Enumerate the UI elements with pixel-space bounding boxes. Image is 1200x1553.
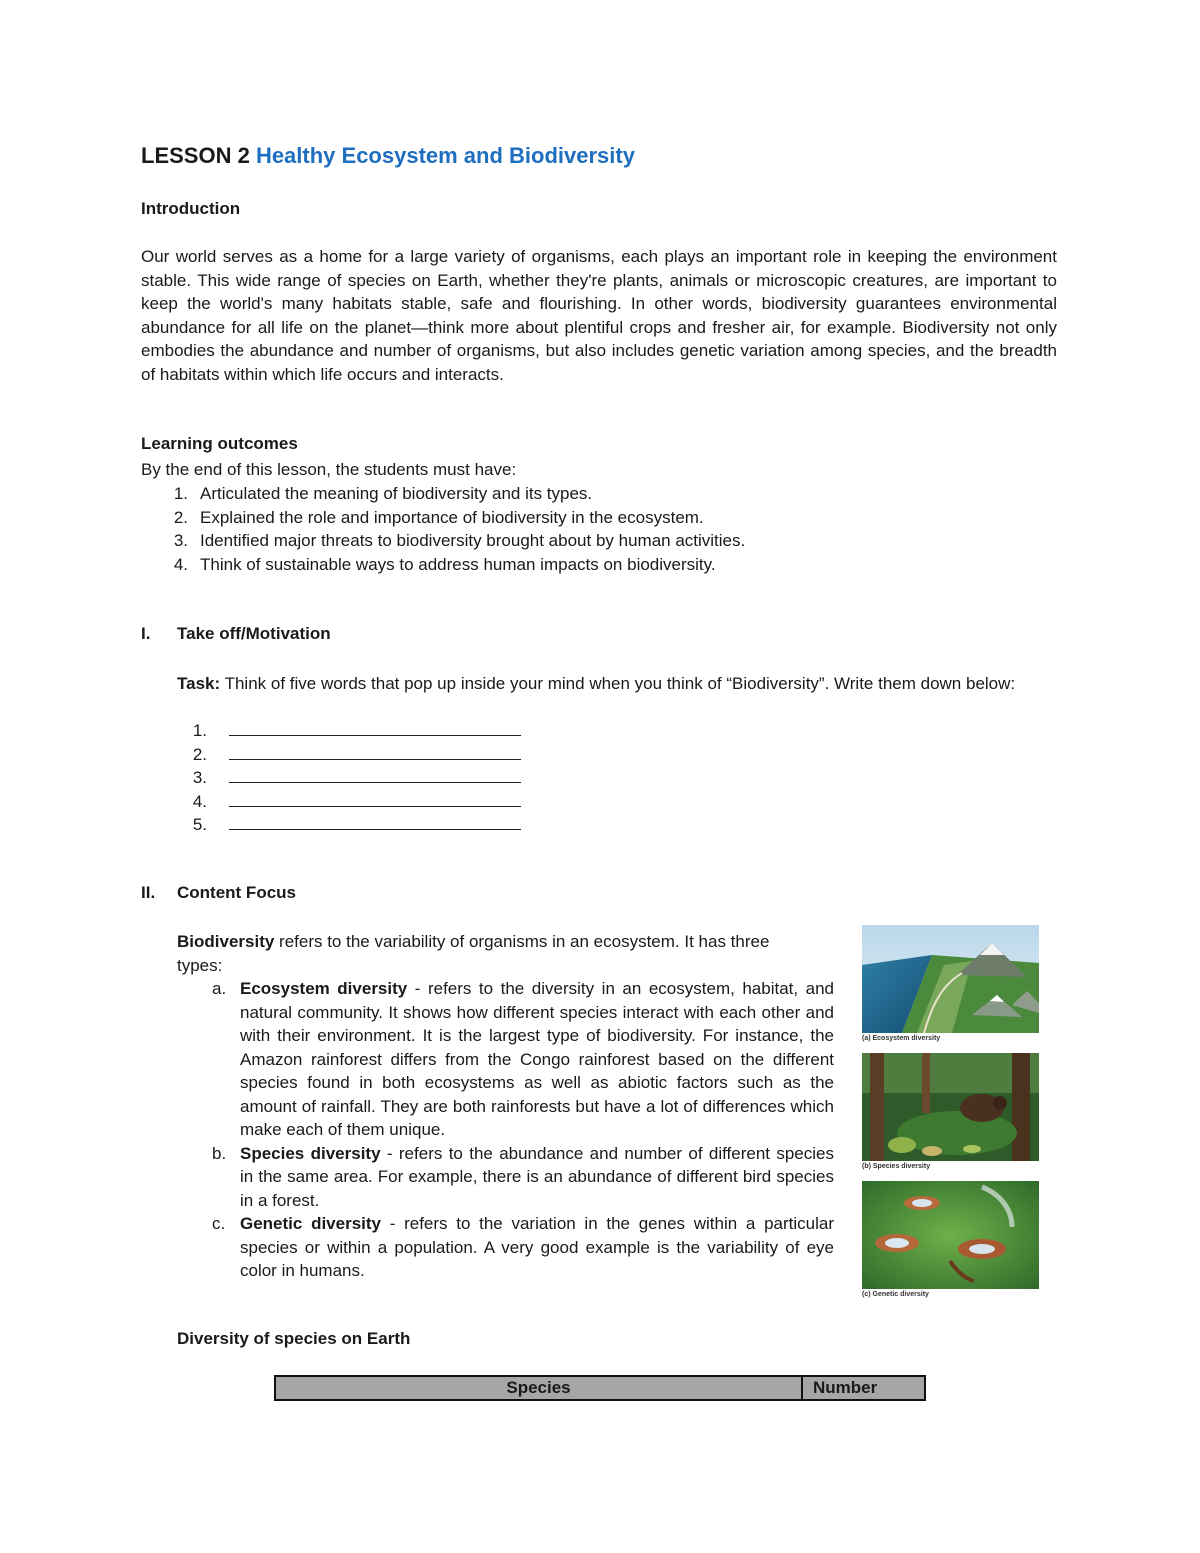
genetic-diversity-image — [862, 1181, 1039, 1289]
lesson-number: LESSON 2 — [141, 143, 250, 168]
introduction-paragraph: Our world serves as a home for a large variety of organisms, each plays an important role in keeping the environment stable. This wide range of species on Earth, whether they're plants, animals or microscopic creatures, are important to keep the world's many habitats stable, safe and flourishing. In other words, biodiversity guarantees environmental abundance for all life on the planet—think more about plentiful crops and fresher air, for example. Biodiversity not only embodies the abundance and number of organisms, but also includes genetic variation among species, and the breadth of habitats within which life occurs and interacts. — [141, 247, 1057, 384]
biodiversity-types-figure — [862, 925, 1040, 1309]
species-diversity-heading: Diversity of species on Earth — [177, 1329, 411, 1348]
table-header-species: Species — [275, 1376, 802, 1400]
answer-line[interactable] — [229, 792, 521, 807]
ecosystem-diversity-image — [862, 925, 1039, 1033]
lesson-title — [141, 143, 635, 169]
answer-blank-row: 3. — [177, 766, 521, 790]
biodiversity-types-list — [212, 977, 842, 1283]
learning-outcomes-heading: Learning outcomes — [141, 434, 298, 453]
figure-caption: (c) Genetic diversity — [862, 1291, 929, 1298]
list-item: c. Genetic diversity - refers to the variation in the genes within a particular species or within a population. A very good example is the variability of eye color in humans. — [212, 1214, 834, 1280]
introduction-heading: Introduction — [141, 199, 241, 218]
list-item: 1. Articulated the meaning of biodiversity and its types. — [173, 484, 593, 503]
species-table — [274, 1375, 926, 1401]
table-header-number: Number — [802, 1376, 925, 1400]
table-header-row — [275, 1376, 925, 1400]
answer-line[interactable] — [229, 721, 521, 736]
list-item: b. Species diversity - refers to the abundance and number of different species in the same area. For example, there is an abundance of different bird species in a forest. — [212, 1143, 834, 1210]
answer-blank-row: 2. — [177, 743, 521, 767]
answer-line[interactable] — [229, 768, 521, 783]
answer-line[interactable] — [229, 815, 521, 830]
list-item: 2. Explained the role and importance of biodiversity in the ecosystem. — [173, 507, 704, 527]
list-item: 4. Think of sustainable ways to address human impacts on biodiversity. — [173, 554, 716, 574]
answer-blank-row: 5. — [177, 813, 521, 837]
motivation-answer-blanks — [177, 719, 521, 837]
learning-outcomes-list — [158, 482, 745, 576]
figure-caption: (a) Ecosystem diversity — [862, 1035, 941, 1042]
learning-outcomes-lead: By the end of this lesson, the students must have: — [141, 460, 517, 479]
answer-line[interactable] — [229, 745, 521, 760]
lesson-title-text: Healthy Ecosystem and Biodiversity — [255, 143, 635, 168]
section-1-heading: I. Take off/Motivation — [141, 624, 331, 643]
figure-caption: (b) Species diversity — [862, 1163, 931, 1170]
answer-blank-row: 1. — [177, 719, 521, 743]
biodiversity-definition: Biodiversity refers to the variability of organisms in an ecosystem. It has three types: — [177, 932, 770, 975]
list-item: 3. Identified major threats to biodiversity brought about by human activities. — [173, 531, 746, 550]
species-diversity-image — [862, 1053, 1039, 1161]
answer-blank-row: 4. — [177, 790, 521, 814]
section-2-heading: II. Content Focus — [141, 883, 296, 902]
task-instructions: Task: Think of five words that pop up inside your mind when you think of “Biodiversity”. Write them down below: — [177, 674, 1016, 693]
list-item: a. Ecosystem diversity - refers to the diversity in an ecosystem, habitat, and natural community. It shows how different species interact with each other and with their environment. It is the largest type of biodiversity. For instance, the Amazon rainforest differs from the Congo rainforest based on the different species found in both ecosystems as well as abiotic factors such as the amount of rainfall. They are both rainforests but have a lot of differences which make each of them unique. — [212, 979, 835, 1139]
